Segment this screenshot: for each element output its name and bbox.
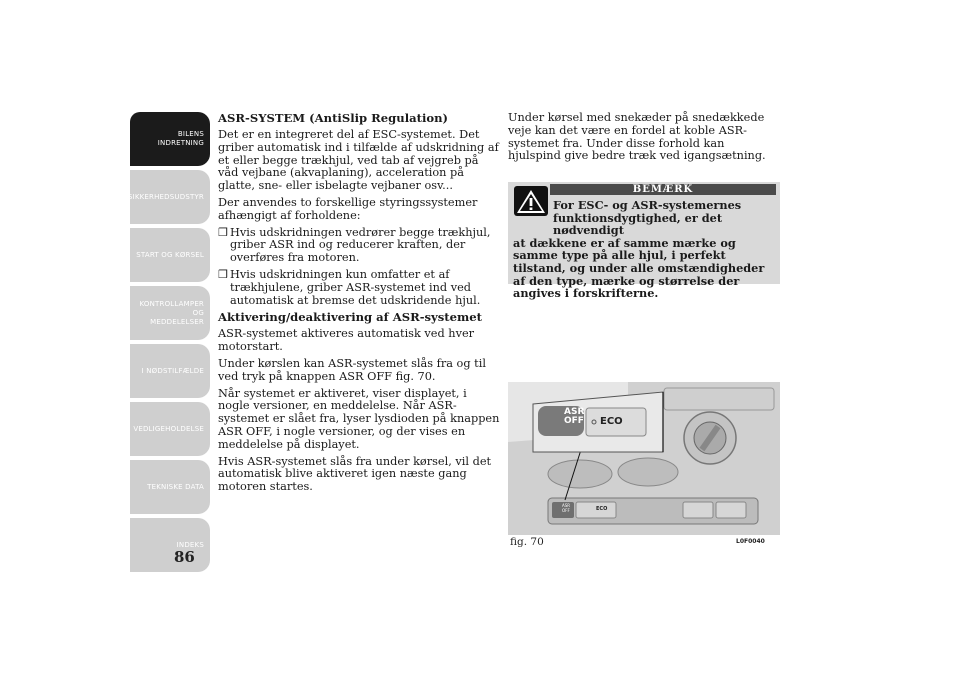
chapter-sidebar: [127, 112, 210, 576]
checkbox-bullet-icon: ❒: [218, 225, 228, 239]
eco-button: ECO: [600, 416, 623, 427]
tab-vedligeholdelse[interactable]: [130, 402, 210, 456]
tab-label: I NØDSTILFÆLDE: [141, 366, 204, 375]
paragraph: ASR-systemet aktiveres automatisk ved hver motorstart.: [218, 327, 475, 354]
page-number: 86: [174, 548, 195, 566]
dashboard-figure: [508, 382, 780, 535]
asr-off-button: [564, 408, 584, 426]
paragraph: Når systemet er aktiveret, viser displayet, i nogle versioner, en meddelelse. Når ASR-systemet er slået fra, lyser lysdioden på knappen ASR OFF, i nogle versioner, og der vises en meddelelse på displayet.: [218, 386, 500, 451]
note-text: [513, 199, 777, 300]
note-line: For ESC- og ASR-systemernes: [553, 198, 742, 212]
left-column: [218, 112, 500, 498]
asr-label: ASR: [564, 407, 585, 417]
tab-label: BILENS INDRETNING: [157, 130, 204, 147]
tab-i-nodstilfaelde[interactable]: [130, 344, 210, 398]
paragraph: Hvis ASR-systemet slås fra under kørsel, vil det automatisk blive aktiveret igen næste gang motoren startes.: [218, 454, 492, 494]
right-column: [508, 112, 780, 167]
bullet-item: [218, 227, 500, 265]
tab-sikkerhedsudstyr[interactable]: [127, 170, 210, 224]
small-off-label: OFF: [562, 508, 570, 513]
paragraph: Det er en integreret del af ESC-systemet. Det griber automatisk ind i tilfælde af udskridning af et eller begge trækhjul, ved tab af vejgreb på våd vejbane (akvaplaning), acceleration på glatte, sne- eller isbelagte vejbaner osv...: [218, 128, 499, 193]
tab-label: KONTROLLAMPER OG MEDDELELSER: [139, 299, 204, 326]
off-label: OFF: [564, 416, 584, 426]
note-line: at dækkene er af samme mærke og samme type på alle hjul, i perfekt tilstand, og under alle omstændigheder af den type, mærke og størrelse der angives i forskrifterne.: [513, 235, 765, 301]
tab-tekniske-data[interactable]: [130, 460, 210, 514]
tab-indeks[interactable]: [130, 518, 210, 572]
paragraph: Under kørsel med snekæder på snedækkede veje kan det være en fordel at koble ASR-systemet fra. Under disse forhold kan hjulspind give bedre træk ved igangsætning.: [508, 111, 766, 163]
tab-kontrollamper[interactable]: [130, 286, 210, 340]
tab-label: VEDLIGEHOLDELSE: [133, 424, 204, 433]
note-line: funktionsdygtighed, er det nødvendigt: [553, 210, 723, 238]
note-box: [508, 182, 780, 301]
bullet-item: [218, 269, 500, 307]
figure-code: L0F0040: [736, 538, 765, 545]
tab-start-og-korsel[interactable]: [130, 228, 210, 282]
note-title: BEMÆRK: [550, 184, 776, 195]
paragraph: Under kørslen kan ASR-systemet slås fra og til ved tryk på knappen ASR OFF fig. 70.: [218, 356, 486, 383]
small-asr-off-button: [562, 503, 570, 513]
checkbox-bullet-icon: ❒: [218, 267, 228, 281]
section-heading: ASR-SYSTEM (AntiSlip Regulation): [218, 111, 449, 125]
tab-label: TEKNISKE DATA: [147, 482, 204, 491]
section-heading: Aktivering/deaktivering af ASR-systemet: [218, 310, 483, 325]
tab-label: INDEKS: [176, 540, 204, 549]
small-eco-button: ECO: [596, 506, 608, 512]
tab-label: START OG KØRSEL: [136, 250, 204, 259]
tab-bilens-indretning[interactable]: [130, 112, 210, 166]
small-asr-label: ASR: [562, 503, 571, 508]
bullet-text: Hvis udskridningen vedrører begge trækhjul, griber ASR ind og reducerer kraften, der overføres fra motoren.: [230, 225, 491, 265]
tab-label: SIKKERHEDSUDSTYR: [127, 192, 204, 201]
figure-caption: fig. 70: [510, 536, 544, 548]
paragraph: Der anvendes to forskellige styringssystemer afhængigt af forholdene:: [218, 195, 478, 222]
bullet-text: Hvis udskridningen kun omfatter et af trækhjulene, griber ASR-systemet ind ved automatisk at bremse det udskridende hjul.: [230, 267, 481, 307]
